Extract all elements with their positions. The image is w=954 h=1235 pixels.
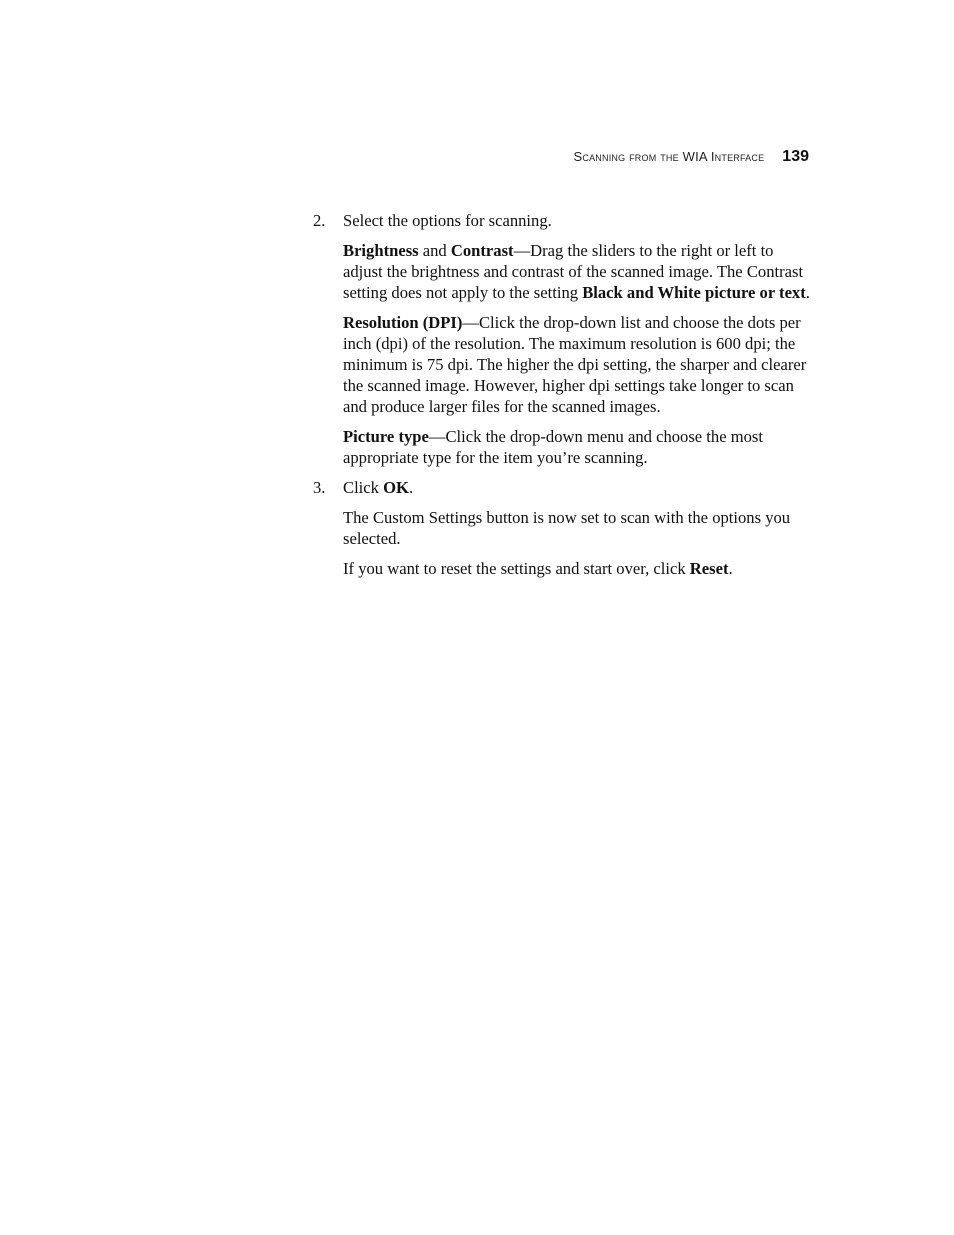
resolution-term: Resolution (DPI): [343, 313, 463, 332]
step-3-end: .: [408, 478, 414, 497]
picture-type-term: Picture type: [343, 427, 429, 446]
reset-note: [343, 558, 813, 579]
resolution-paragraph: [343, 312, 813, 417]
contrast-term: Contrast: [450, 241, 514, 260]
click-prefix: Click: [343, 478, 384, 497]
page-number: 139: [782, 148, 809, 165]
reset-term: Reset: [689, 559, 729, 578]
ok-term: OK: [383, 478, 409, 497]
picture-type-description: —Click the drop-down menu and choose the most appropriate type for the item you’re scanning.: [343, 427, 763, 467]
custom-settings-note: The Custom Settings button is now set to scan with the options you selected.: [343, 508, 791, 548]
step-3-number: 3.: [313, 478, 326, 497]
body-content: [313, 210, 813, 588]
step-3-text: [343, 477, 813, 498]
brightness-term: Brightness: [343, 241, 419, 260]
reset-note-prefix: If you want to reset the settings and start over, click: [343, 559, 690, 578]
step-3: [313, 477, 813, 579]
black-white-setting: Black and White picture or text: [582, 283, 806, 302]
running-header: [574, 148, 809, 166]
brightness-end: .: [805, 283, 810, 302]
and-text: and: [418, 241, 451, 260]
brightness-contrast-paragraph: [343, 240, 813, 303]
reset-note-end: .: [728, 559, 733, 578]
header-title: Scanning from the WIA Interface: [573, 149, 765, 164]
brightness-description: —Drag the sliders to the right or left to adjust the brightness and contrast of the scanned image. The Contrast setting does not apply to the setting: [343, 241, 804, 302]
step-2-number: 2.: [313, 211, 326, 230]
step-2-text: Select the options for scanning.: [343, 211, 552, 230]
step-2: [313, 210, 813, 468]
resolution-description: —Click the drop-down list and choose the dots per inch (dpi) of the resolution. The maximum resolution is 600 dpi; the minimum is 75 dpi. The higher the dpi setting, the sharper and clearer the scanned image. However, higher dpi settings take longer to scan and produce larger files for the scanned images.: [343, 313, 807, 416]
picture-type-paragraph: [343, 426, 813, 468]
